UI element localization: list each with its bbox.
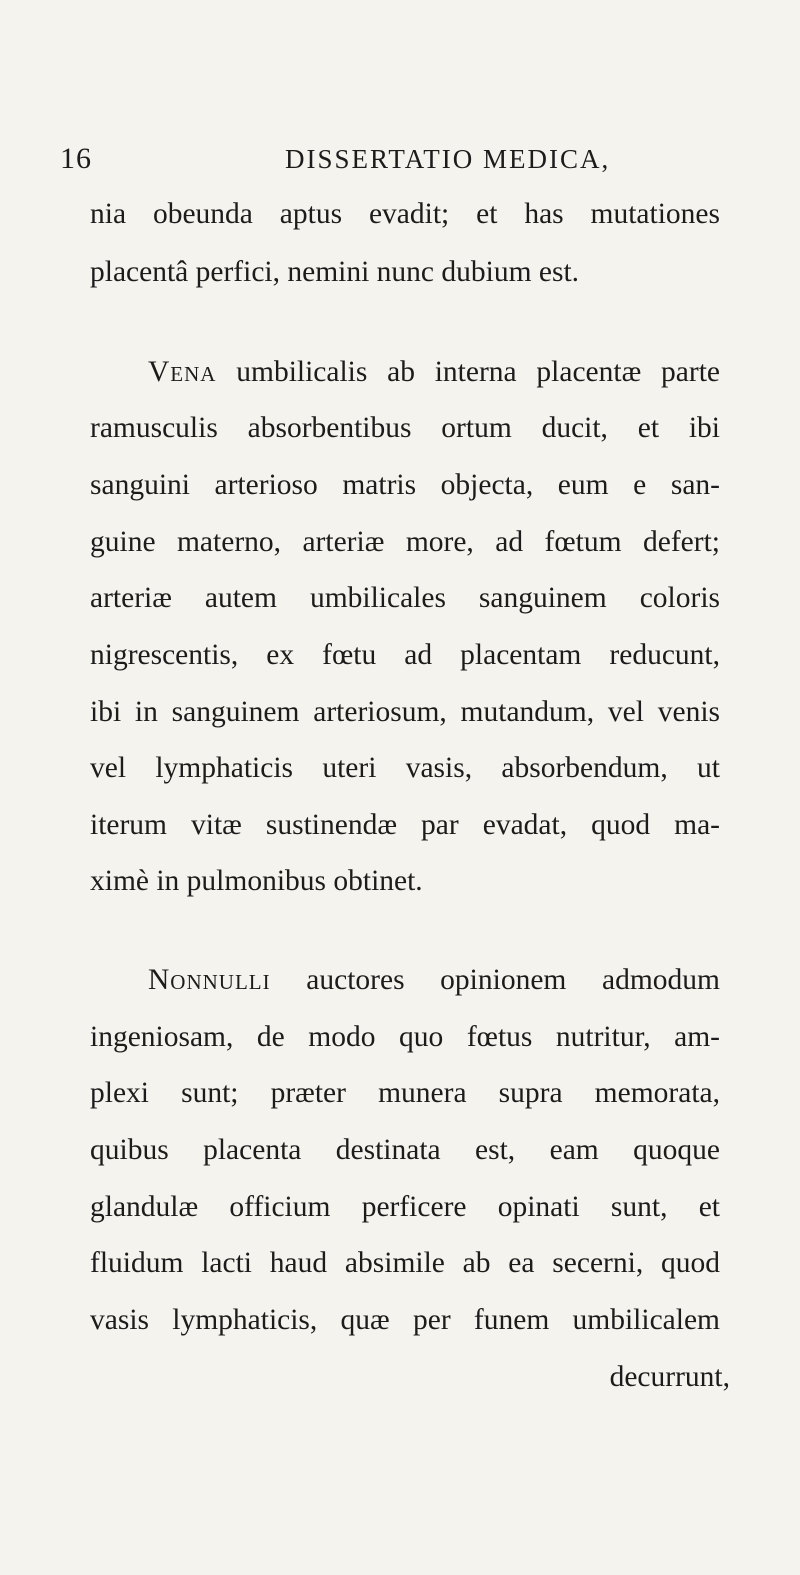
text-line: sanguini arterioso matris objecta, eum e san- (90, 469, 720, 501)
running-title: DISSERTATIO MEDICA, (285, 144, 611, 174)
page-number: 16 (60, 142, 92, 175)
text-line: ibi in sanguinem arteriosum, mutandum, vel venis (90, 696, 720, 728)
text-line: plexi sunt; præter munera supra memorata, (90, 1077, 720, 1109)
text-line: nia obeunda aptus evadit; et has mutationes (90, 198, 720, 230)
text-line: nigrescentis, ex fœtu ad placentam reducunt, (90, 639, 720, 671)
text-line: vasis lymphaticis, quæ per funem umbilicalem (90, 1304, 720, 1336)
text-line: arteriæ autem umbilicales sanguinem coloris (90, 582, 720, 614)
running-head (60, 142, 760, 182)
text-line: umbilicalis ab interna placentæ parte (236, 356, 720, 388)
lead-word: Nonnulli (148, 964, 271, 996)
paragraph-first-line (148, 358, 720, 388)
text-line: quibus placenta destinata est, eam quoque (90, 1134, 720, 1166)
text-line: ramusculis absorbentibus ortum ducit, et ibi (90, 412, 720, 444)
text-line: glandulæ officium perficere opinati sunt, et (90, 1191, 720, 1223)
text-line: placentâ perfici, nemini nunc dubium est. (90, 256, 580, 288)
text-line: fluidum lacti haud absimile ab ea secerni, quod (90, 1247, 720, 1279)
text-line: ingeniosam, de modo quo fœtus nutritur, am- (90, 1021, 720, 1053)
text-line: vel lymphaticis uteri vasis, absorbendum, ut (90, 752, 720, 784)
text-line: guine materno, arteriæ more, ad fœtum defert; (90, 526, 720, 558)
text-line: iterum vitæ sustinendæ par evadat, quod ma- (90, 809, 720, 841)
catchword: decurrunt, (609, 1361, 730, 1393)
text-line: auctores opinionem admodum (306, 964, 720, 996)
text-line: ximè in pulmonibus obtinet. (90, 865, 423, 897)
paragraph-first-line (148, 966, 720, 996)
lead-word: Vena (148, 356, 217, 388)
